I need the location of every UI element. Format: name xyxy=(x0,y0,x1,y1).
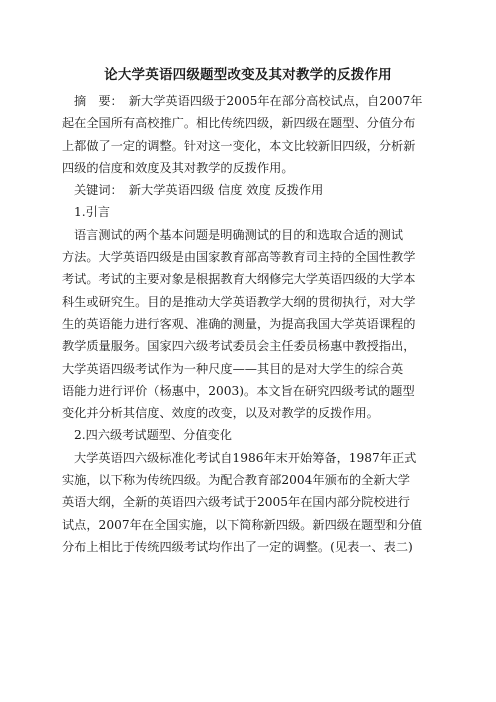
text-line: 上都做了一定的调整。针对这一变化，本文比较新旧四级，分析新 xyxy=(62,138,416,153)
text-line: 2.四六级考试题型、分值变化 xyxy=(74,428,232,443)
text-line: 实施，以下称为传统四级。为配合教育部2004年颁布的全新大学 xyxy=(62,473,410,488)
paper-title: 论大学英语四级题型改变及其对教学的反拨作用 xyxy=(104,67,392,83)
text-line: 教学质量服务。国家四六级考试委员会主任委员杨惠中教授指出， xyxy=(62,339,416,354)
text-line: 大学英语四级考试作为一种尺度——其目的是对大学生的综合英 xyxy=(62,361,404,376)
text-line: 方法。大学英语四级是由国家教育部高等教育司主持的全国性教学 xyxy=(62,250,416,265)
text-line: 摘 要： 新大学英语四级于2005年在部分高校试点，自2007年 xyxy=(74,94,423,108)
text-line: 分布上相比于传统四级考试均作出了一定的调整。(见表一、表二) xyxy=(62,539,413,554)
text-line: 变化并分析其信度、效度的改变，以及对教学的反拨作用。 xyxy=(62,406,379,421)
text-line: 起在全国所有高校推广。相比传统四级，新四级在题型、分值分布 xyxy=(62,116,416,131)
text-line: 语能力进行评价（杨惠中，2003)。本文旨在研究四级考试的题型 xyxy=(62,383,415,398)
text-line: 大学英语四六级标准化考试自1986年末开始筹备，1987年正式 xyxy=(74,450,417,465)
text-line: 四级的信度和效度及其对教学的反拨作用。 xyxy=(62,160,294,175)
text-line: 试点，2007年在全国实施，以下简称新四级。新四级在题型和分值 xyxy=(62,517,423,532)
text-line: 英语大纲，全新的英语四六级考试于2005年在国内部分院校进行 xyxy=(62,495,410,510)
paper-body xyxy=(62,90,450,558)
text-line: 科生或研究生。目的是推动大学英语教学大纲的贯彻执行，对大学 xyxy=(62,294,416,309)
text-line: 关键词： 新大学英语四级 信度 效度 反拨作用 xyxy=(74,183,324,198)
text-line: 语言测试的两个基本问题是明确测试的目的和选取合适的测试 xyxy=(74,227,404,242)
text-line: 生的英语能力进行客观、准确的测量，为提高我国大学英语课程的 xyxy=(62,316,416,331)
text-line: 考试。考试的主要对象是根据教育大纲修完大学英语四级的大学本 xyxy=(62,272,416,287)
text-line: 1.引言 xyxy=(74,205,111,220)
